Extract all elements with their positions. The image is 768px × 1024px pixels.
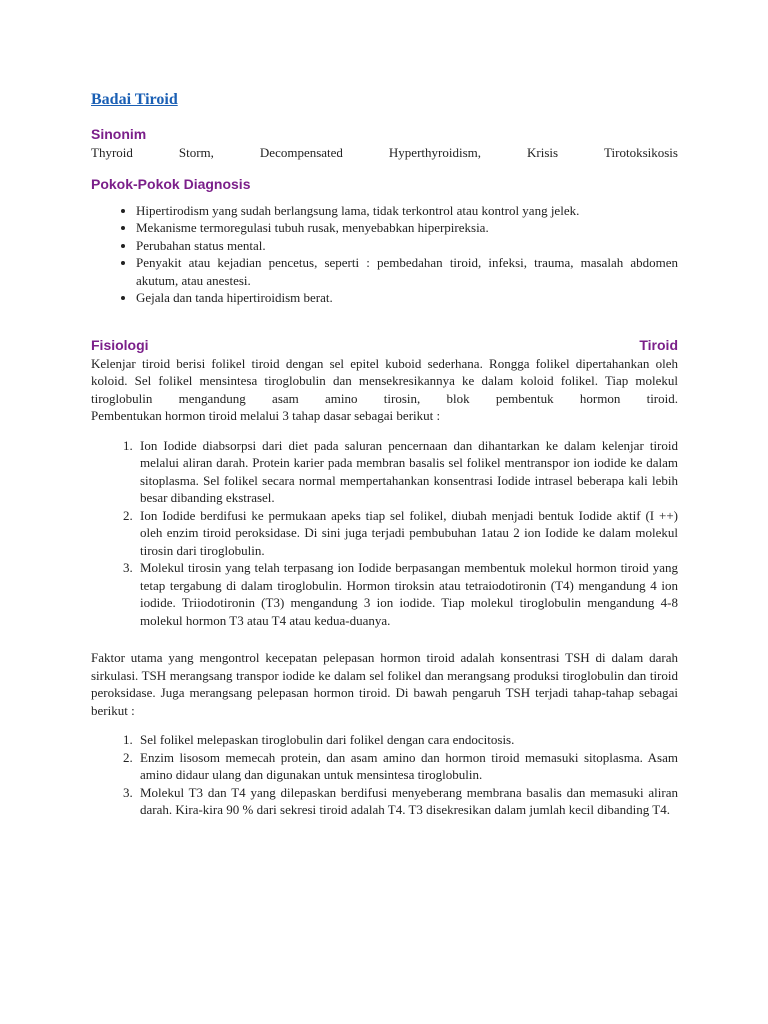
tsh-paragraph: Faktor utama yang mengontrol kecepatan pelepasan hormon tiroid adalah konsentrasi TSH di dalam darah sirkulasi. TSH merangsang transpor iodide ke dalam sel folikel dan merangsang produksi tiroglobulin dan tiroid peroksidase. Juga merangsang pelepasan hormon tiroid. Di bawah pengaruh TSH terjadi tahap-tahap sebagai berikut : [91, 650, 678, 718]
diagnosis-heading: Pokok-Pokok Diagnosis [91, 175, 251, 192]
tsh-step: 1. Sel folikel melepaskan tiroglobulin dari folikel dengan cara endocitosis. [136, 731, 678, 749]
fisiologi-intro: Pembentukan hormon tiroid melalui 3 tahap dasar sebagai berikut : [91, 408, 441, 423]
sinonim-word: Thyroid [91, 145, 133, 160]
sinonim-word: Storm, [178, 145, 214, 160]
pembentukan-step: 1. Ion Iodide diabsorpsi dari diet pada saluran pencernaan dan dihantarkan ke dalam kelenjar tiroid melalui aliran darah. Protein karier pada membran basalis sel folikel mentranspor ion iodide ke dalam sitoplasma. Sel folikel secara normal mempertahankan konsentrasi Iodide intrasel beberapa kali lebih besar dibanding ekstrasel. [136, 437, 678, 507]
diagnosis-item: • Mekanisme termoregulasi tubuh rusak, menyebabkan hiperpireksia. [136, 219, 678, 237]
diagnosis-item: • Perubahan status mental. [136, 237, 678, 255]
fisiologi-heading-left: Fisiologi [91, 336, 149, 353]
pembentukan-step: 2. Ion Iodide berdifusi ke permukaan apeks tiap sel folikel, diubah menjadi bentuk Iodide aktif (I ++) oleh enzim tiroid peroksidase. Di sini juga terjadi pembubuhan 1atau 2 ion Iodide ke dalam molekul tirosin dari tiroglobulin. [136, 507, 678, 560]
fisiologi-heading-right: Tiroid [639, 336, 678, 353]
diagnosis-item: • Penyakit atau kejadian pencetus, seperti : pembedahan tiroid, infeksi, trauma, masalah abdomen akutum, atau anestesi. [136, 254, 678, 289]
pembentukan-step: 3. Molekul tirosin yang telah terpasang ion Iodide berpasangan membentuk molekul hormon tiroid yang tetap tergabung di dalam tiroglobulin. Hormon tiroksin atau tetraiodotironin (T4) mengandung 4 ion iodide. Triiodotironin (T3) mengandung 3 ion iodide. Tiap molekul tiroglobulin mengandung 4-8 molekul hormon T3 atau T4 atau kedua-duanya. [136, 559, 678, 629]
sinonim-word: Krisis [526, 145, 559, 160]
pembentukan-steps [91, 437, 678, 630]
sinonim-heading: Sinonim [91, 126, 147, 142]
diagnosis-item: • Gejala dan tanda hipertiroidism berat. [136, 289, 678, 307]
fisiologi-paragraph: Kelenjar tiroid berisi folikel tiroid dengan sel epitel kuboid sederhana. Rongga folikel dipertahankan oleh koloid. Sel folikel mensintesa tiroglobulin dan mensekresikannya ke dalam koloid folikel. Tiap molekul tiroglobulin mengandung asam amino tirosin, blok pembentuk hormon tiroid. [91, 355, 678, 406]
document-title[interactable]: Badai Tiroid [91, 91, 178, 108]
sinonim-word: Hyperthyroidism, [388, 145, 481, 160]
tsh-step: 3. Molekul T3 dan T4 yang dilepaskan berdifusi menyeberang membrana basalis dan memasuki aliran darah. Kira-kira 90 % dari sekresi tiroid adalah T4. T3 disekresikan dalam jumlah kecil dibanding T4. [136, 784, 678, 819]
sinonim-line [91, 144, 678, 162]
tsh-steps [91, 731, 678, 819]
diagnosis-item: • Hipertirodism yang sudah berlangsung lama, tidak terkontrol atau kontrol yang jelek. [136, 202, 678, 220]
diagnosis-list [91, 202, 678, 307]
tsh-step: 2. Enzim lisosom memecah protein, dan asam amino dan hormon tiroid memasuki sitoplasma. Asam amino didaur ulang dan digunakan untuk mensintesa tiroglobulin. [136, 749, 678, 784]
fisiologi-heading [91, 335, 678, 355]
document-content [91, 90, 678, 819]
sinonim-word: Decompensated [259, 145, 343, 160]
sinonim-word: Tirotoksikosis [604, 145, 678, 160]
